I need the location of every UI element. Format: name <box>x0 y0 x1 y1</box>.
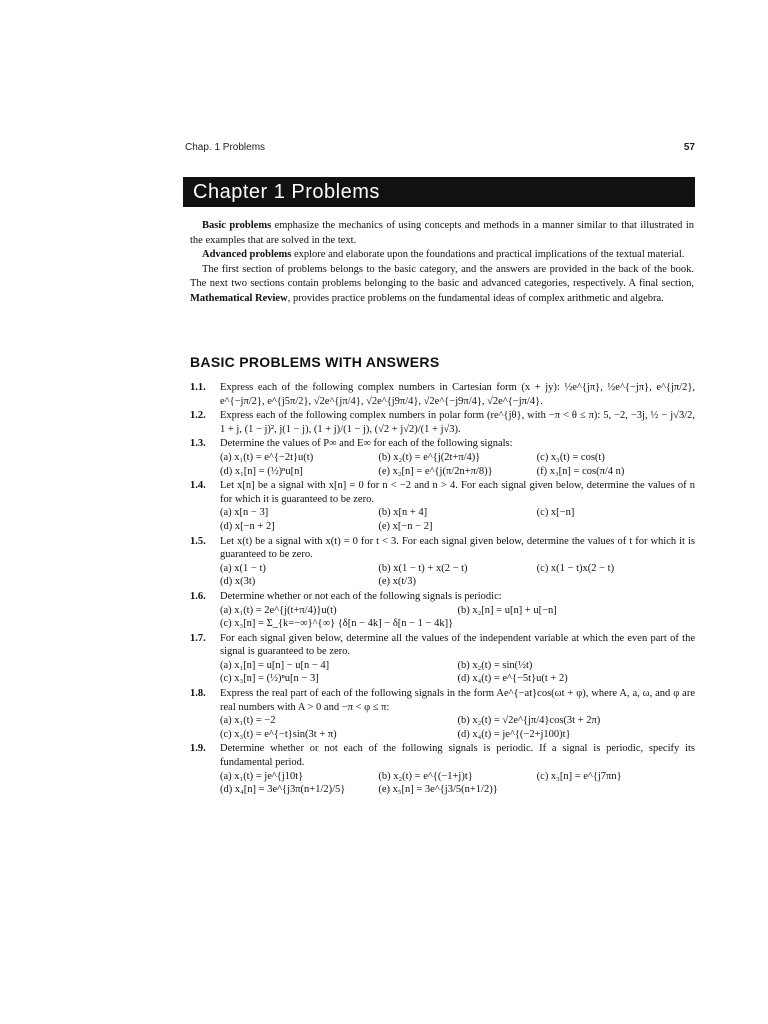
problem-part <box>458 617 696 631</box>
problem-item <box>190 590 695 631</box>
problem-part: (a) x₁(t) = e^{−2t}u(t) <box>220 451 314 463</box>
problem-item <box>190 381 695 408</box>
problem-part: (b) x[n + 4] <box>378 507 428 519</box>
problem-part: (b) x₂(t) = sin(½t) <box>457 659 533 671</box>
problem-parts-row <box>220 770 695 784</box>
chapter-banner: Chapter 1 Problems <box>183 177 695 207</box>
page-number: 57 <box>683 142 695 153</box>
problem-parts-row <box>220 506 695 520</box>
problem-part: (c) x(1 − t)x(2 − t) <box>536 562 615 574</box>
problem-part: (d) x(3t) <box>220 576 256 588</box>
problem-text: Determine whether or not each of the following signals is periodic: <box>220 590 502 602</box>
problem-parts-row <box>220 465 695 479</box>
problem-part: (b) x₂(t) = e^{j(2t+π/4)} <box>378 451 481 463</box>
problem-item <box>190 479 695 533</box>
problem-part: (e) x(t/3) <box>378 576 416 588</box>
problem-number: 1.1. <box>190 382 206 393</box>
problem-parts-row <box>220 451 695 465</box>
problem-parts-row <box>220 783 695 797</box>
problem-number: 1.3. <box>190 438 206 450</box>
problem-part <box>537 575 695 589</box>
problem-part <box>537 783 695 797</box>
problem-text: Determine the values of P∞ and E∞ for each of the following signals: <box>220 438 513 450</box>
problem-number: 1.2. <box>190 410 206 422</box>
problem-number: 1.8. <box>190 688 206 700</box>
problem-number: 1.4. <box>190 480 206 492</box>
problem-number: 1.9. <box>190 743 206 755</box>
problem-text: Let x[n] be a signal with x[n] = 0 for n < −2 and n > 4. For each signal given below, determine the values of n for which it is guaranteed to be zero. <box>220 480 695 505</box>
problem-part: (e) x₅[n] = 3e^{j3/5(n+1/2)} <box>378 784 498 796</box>
intro-paragraph-1 <box>190 219 694 248</box>
problem-text: Express each of the following complex numbers in polar form (re^{jθ}, with −π < θ ≤ π): 5, −2, −3j, ½ − j√3/2, 1 + j, (1 − j)², j(1 − j), (1 + j)/(1 − j), (√2 + j√2)/(1 + j√3). <box>220 410 695 435</box>
problem-part: (a) x(1 − t) <box>220 562 266 574</box>
problem-part: (a) x₁(t) = 2e^{j(t+π/4)}u(t) <box>220 604 337 616</box>
problem-part: (c) x[−n] <box>536 507 575 519</box>
problem-part: (c) x₃[n] = e^{j7πn} <box>536 770 622 782</box>
problem-part: (c) x₃(t) = cos(t) <box>536 451 605 463</box>
problem-parts-row <box>220 575 695 589</box>
intro-p3-text-a: The first section of problems belongs to the basic category, and the answers are provided in the back of the book. The next two sections contain problems belonging to the basic and advanced categories, respectively. A final section, <box>190 263 694 290</box>
intro-bold-advanced: Advanced problems <box>202 249 292 261</box>
intro-text <box>190 219 694 307</box>
problem-part: (e) x[−n − 2] <box>378 520 433 532</box>
problem-parts-row <box>220 617 695 631</box>
section-heading: BASIC PROBLEMS WITH ANSWERS <box>190 354 440 370</box>
problem-list <box>190 381 695 798</box>
intro-p3-text-b: , provides practice problems on the fundamental ideas of complex arithmetic and algebra. <box>287 292 664 304</box>
problem-item <box>190 742 695 796</box>
problem-text: Express each of the following complex numbers in Cartesian form (x + jy): ½e^{jπ}, ½e^{−jπ}, e^{jπ/2}, e^{−jπ/2}, e^{j5π/2}, √2e^{jπ/4}, √2e^{j9π/4}, √2e^{−j9π/4}, √2e^{−jπ/4}. <box>220 382 695 407</box>
intro-paragraph-2 <box>190 248 694 263</box>
problem-text: Determine whether or not each of the following signals is periodic. If a signal is periodic, specify its fundamental period. <box>220 743 695 769</box>
problem-part: (b) x(1 − t) + x(2 − t) <box>378 562 468 574</box>
problem-part: (a) x₁(t) = −2 <box>220 715 276 727</box>
problem-text: Let x(t) be a signal with x(t) = 0 for t < 3. For each signal given below, determine the values of t for which it is guaranteed to be zero. <box>220 535 695 561</box>
problem-part: (a) x₁(t) = je^{j10t} <box>220 770 304 782</box>
problem-part: (a) x[n − 3] <box>220 507 269 519</box>
problem-parts-row <box>220 728 695 742</box>
intro-p2-text: explore and elaborate upon the foundations and practical implications of the textual material. <box>291 249 685 261</box>
problem-item <box>190 632 695 686</box>
problem-part: (c) x₃[n] = (½)ⁿu[n − 3] <box>220 673 319 685</box>
problem-part: (c) x₃[n] = Σ_{k=−∞}^{∞} {δ[n − 4k] − δ[n − 1 − 4k]} <box>220 618 454 630</box>
intro-paragraph-3 <box>190 263 694 307</box>
problem-part: (c) x₃(t) = e^{−t}sin(3t + π) <box>220 728 337 740</box>
problem-part: (d) x[−n + 2] <box>220 520 275 532</box>
problem-part: (d) x₄[n] = 3e^{j3π(n+1/2)/5} <box>220 784 346 796</box>
problem-item <box>190 437 695 478</box>
problem-part: (d) x₁[n] = (½)ⁿu[n] <box>220 465 303 477</box>
running-head-chapter: Chap. 1 Problems <box>185 142 266 153</box>
problem-part: (b) x₂(t) = e^{(−1+j)t} <box>378 770 473 782</box>
problem-number: 1.6. <box>190 590 206 602</box>
problem-text: For each signal given below, determine all the values of the independent variable at which the even part of the signal is guaranteed to be zero. <box>220 632 695 658</box>
problem-parts-row <box>220 659 695 673</box>
problem-parts-row <box>220 520 695 534</box>
intro-bold-basic: Basic problems <box>202 220 272 231</box>
problem-text: Express the real part of each of the following signals in the form Ae^{−at}cos(ωt + φ), where A, a, ω, and φ are real numbers with A > 0 and −π < φ ≤ π: <box>220 688 695 713</box>
problem-item <box>190 687 695 741</box>
problem-parts-row <box>220 714 695 728</box>
problem-part: (b) x₂(t) = √2e^{jπ/4}cos(3t + 2π) <box>457 715 601 727</box>
problem-parts-row <box>220 672 695 686</box>
problem-number: 1.5. <box>190 535 206 547</box>
problem-part: (a) x₁[n] = u[n] − u[n − 4] <box>220 659 330 671</box>
problem-part: (d) x₄(t) = je^{(−2+j100)t} <box>457 728 571 740</box>
problem-item <box>190 535 695 589</box>
problem-item <box>190 409 695 436</box>
problem-part <box>537 520 695 534</box>
problem-part: (e) x₂[n] = e^{j(π/2n+π/8)} <box>378 465 493 477</box>
problem-parts-row <box>220 562 695 576</box>
problem-parts-row <box>220 604 695 618</box>
problem-part: (b) x₂[n] = u[n] + u[−n] <box>457 604 557 616</box>
problem-number: 1.7. <box>190 632 206 644</box>
problem-part: (f) x₃[n] = cos(π/4 n) <box>536 465 625 477</box>
intro-bold-review: Mathematical Review <box>190 292 288 304</box>
intro-p1-text: emphasize the mechanics of using concepts and methods in a manner similar to that illustrated in the examples that are solved in the text. <box>190 220 694 246</box>
problem-part: (d) x₄(t) = e^{−5t}u(t + 2) <box>457 673 568 685</box>
